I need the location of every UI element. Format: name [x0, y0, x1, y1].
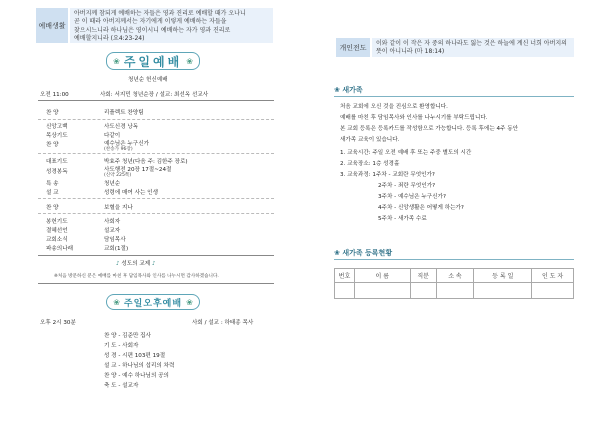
- header-cell: 인 도 자: [532, 269, 574, 283]
- order-detail: 사회자: [104, 219, 121, 225]
- schedule-line: 3. 교육과정: 1주차 - 교회란 무엇인가?: [340, 172, 435, 178]
- evangelism-label-text: 개인전도: [339, 43, 367, 52]
- header-cell: 이 름: [354, 269, 410, 283]
- worship-life-label-text: 예배생활: [38, 21, 66, 30]
- divider: [38, 255, 274, 256]
- table-cell: [436, 283, 474, 299]
- afternoon-order-item: 찬 양 - 김준만 집사: [104, 333, 151, 339]
- divider: [38, 283, 274, 284]
- newcomer-line: 처음 교회에 오신 것을 진심으로 환영합니다.: [340, 104, 448, 110]
- order-item: 봉헌기도: [46, 219, 68, 225]
- afternoon-order-item: 설 교 - 하나님의 섭리의 차력: [104, 363, 175, 369]
- course-line: 2주차 - 죄란 무엇인가?: [378, 183, 436, 189]
- divider: [38, 213, 274, 214]
- verse-line: 곧 이 때라 아버지께서는 자기에게 이렇게 예배하는 자들을: [74, 18, 227, 26]
- order-item: 찬 양: [46, 142, 59, 148]
- order-detail: 설교자: [104, 228, 121, 234]
- divider: [38, 119, 274, 120]
- closing-text: 성도의 교제: [121, 261, 151, 267]
- divider: [334, 259, 574, 260]
- order-detail: 성령에 매여 사는 인생: [104, 190, 158, 196]
- order-item: 설 교: [46, 190, 59, 196]
- afternoon-time: 오후 2시 30분: [40, 320, 76, 326]
- afternoon-order-item: 성 경 - 시편 103편 19절: [104, 353, 166, 359]
- music-note-icon: ♪: [116, 261, 120, 267]
- newcomer-line: 새가족 교육이 있습니다.: [340, 137, 400, 143]
- header-cell: 번호: [335, 269, 355, 283]
- afternoon-service-title-text: 주일오후예배: [123, 298, 183, 309]
- footnote: ※처음 방문하신 분은 예배를 마친 후 담임목사와 인사를 나누시면 감사하겠습니다.: [54, 274, 219, 279]
- afternoon-order-item: 축 도 - 설교자: [104, 383, 139, 389]
- evangelism-verse: [372, 38, 574, 57]
- divider: [38, 153, 274, 154]
- table-cell: [410, 283, 436, 299]
- schedule-line: 2. 교육장소: 1층 성경홀: [340, 161, 400, 167]
- flower-icon: ❀: [113, 56, 120, 66]
- flower-icon: ❀: [113, 297, 120, 307]
- afternoon-order-item: 찬 양 - 예수 하나님의 공의: [104, 373, 169, 379]
- course-line: 3주차 - 예수님은 누구신가?: [378, 194, 446, 200]
- order-item: 목상기도: [46, 133, 68, 139]
- header-cell: 소 속: [436, 269, 474, 283]
- registration-title: [334, 248, 392, 258]
- verse-line: 찾으시느니라 하나님은 영이시니 예배하는 자가 영과 진리로: [74, 26, 231, 34]
- evangelism-label: [336, 38, 370, 57]
- order-detail: 사도행전 20장 17절~24절: [104, 167, 172, 173]
- order-detail: 예수님은 누구신가: [104, 141, 150, 147]
- divider: [38, 100, 274, 101]
- service-leaders: 사회: 서지민 청년순장 / 설교: 최선옥 선교사: [100, 92, 209, 98]
- header-cell: 등 록 일: [474, 269, 532, 283]
- order-detail: 담임목사: [104, 237, 126, 243]
- order-item: 신앙고백: [46, 124, 68, 130]
- flower-icon: ❀: [334, 86, 340, 94]
- table-cell: [532, 283, 574, 299]
- right-page: [300, 0, 600, 424]
- service-time: 오전 11:00: [40, 92, 69, 98]
- verse-line: 예배할지니라 (요4:23-24): [74, 35, 145, 43]
- verse-line: 이와 같이 이 작은 자 중의 하나라도 잃는 것은 하늘에 계신 너희 아버지의: [376, 40, 567, 47]
- order-detail: 교회(1절): [104, 246, 129, 252]
- flower-icon: ❀: [334, 249, 340, 257]
- newcomer-line: 본 교회 등록은 등록카드를 작성함으로 가능합니다. 등록 후에는 4주 동안: [340, 126, 519, 132]
- divider: [38, 198, 274, 199]
- order-item: 파송의나래: [46, 246, 74, 252]
- sunday-service-title: [106, 52, 200, 70]
- newcomer-title: [334, 85, 363, 95]
- verse-line: 뜻이 아니니라 (마 18:14): [376, 48, 445, 56]
- schedule-line: 1. 교육시간: 주일 오전 예배 후 또는 주중 별도의 시간: [340, 150, 472, 156]
- order-item: 결혜선언: [46, 228, 68, 234]
- afternoon-leaders: 사회 / 설교 : 하태종 목사: [192, 320, 254, 326]
- order-item: 찬 양: [46, 110, 59, 116]
- afternoon-order-item: 기 도 - 사회자: [104, 343, 139, 349]
- closing: [116, 259, 156, 267]
- order-item: 성경봉독: [46, 169, 68, 175]
- verse-line: 아버지께 참되게 예배하는 자들은 영과 진리로 예배할 때가 오나니: [74, 10, 246, 17]
- table-cell: [354, 283, 410, 299]
- order-item: 찬 양: [46, 205, 59, 211]
- course-line: 5주차 - 새가족 수료: [378, 216, 427, 222]
- order-detail: 박효주 청년(다음 주: 김한주 장로): [104, 159, 188, 165]
- order-item: 특 송: [46, 181, 59, 187]
- divider: [334, 96, 574, 97]
- registration-title-text: 새가족 등록현황: [342, 249, 393, 257]
- table-header-row: [335, 269, 574, 283]
- table-cell: [474, 283, 532, 299]
- order-note: (신약 225쪽): [104, 173, 132, 178]
- newcomer-line: 예배를 마친 후 담임목사와 인사를 나누시기를 부탁드립니다.: [340, 115, 488, 121]
- worship-life-label: [36, 8, 68, 43]
- afternoon-service-title: [106, 294, 200, 310]
- order-note: (찬송가 96장): [104, 147, 133, 152]
- order-detail: 사도신경 낭독: [104, 124, 139, 130]
- table-row: [335, 283, 574, 299]
- order-detail: 청년순: [104, 181, 121, 187]
- flower-icon: ❀: [186, 56, 193, 66]
- sunday-service-title-text: 주일예배: [123, 54, 183, 69]
- course-line: 4주차 - 신앙생활은 어떻게 하는가?: [378, 205, 464, 211]
- order-detail: 리플렉트 찬양팀: [104, 110, 144, 116]
- order-item: 교회소식: [46, 237, 68, 243]
- music-note-icon: ♪: [151, 261, 156, 267]
- registration-table: [334, 268, 574, 299]
- table-cell: [335, 283, 355, 299]
- newcomer-title-text: 새가족: [342, 86, 363, 94]
- flower-icon: ❀: [186, 297, 193, 307]
- header-cell: 직분: [410, 269, 436, 283]
- order-item: 대표기도: [46, 159, 68, 165]
- service-subtitle: 청년순 헌신예배: [128, 77, 168, 83]
- order-detail: 다같이: [104, 133, 121, 139]
- order-detail: 보혈을 지나: [104, 205, 133, 211]
- worship-life-verse: [70, 8, 273, 43]
